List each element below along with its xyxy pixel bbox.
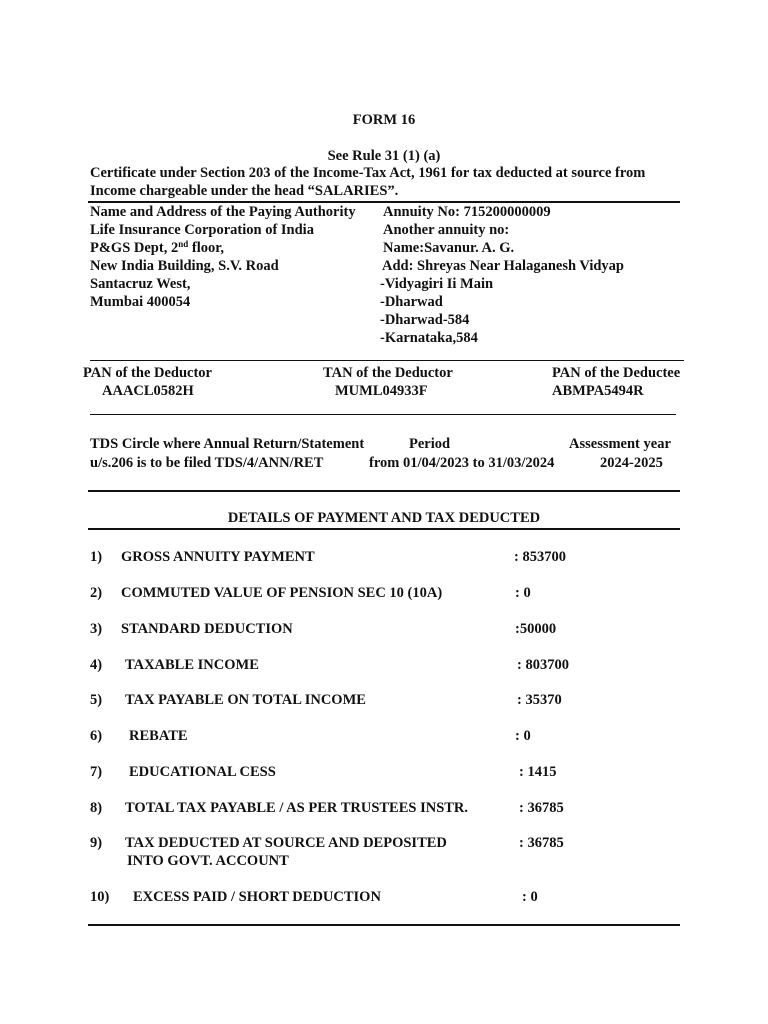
tan-deductor-label: TAN of the Deductor xyxy=(323,365,453,381)
pan-deductor-label: PAN of the Deductor xyxy=(83,365,212,381)
tds-circle-line-2: u/s.206 is to be filed TDS/4/ANN/RET xyxy=(90,455,324,471)
item-value: : 0 xyxy=(522,889,538,905)
item-value: :50000 xyxy=(515,621,557,637)
item-label: EXCESS PAID / SHORT DEDUCTION xyxy=(133,889,381,905)
details-top-divider xyxy=(88,490,680,492)
annuitant-address-4: -Dharwad-584 xyxy=(380,312,470,328)
certificate-line-2: Income chargeable under the head “SALARIES”. xyxy=(90,183,399,199)
payer-area: Santacruz West, xyxy=(90,276,191,292)
payer-dept xyxy=(90,240,224,257)
item-value: : 0 xyxy=(515,585,531,601)
item-number: 4) xyxy=(90,657,103,673)
payer-name: Life Insurance Corporation of India xyxy=(90,222,314,238)
pan-deductee-label: PAN of the Deductee xyxy=(552,365,681,381)
payer-heading: Name and Address of the Paying Authority xyxy=(90,204,356,220)
certificate-line-1: Certificate under Section 203 of the Income-Tax Act, 1961 for tax deducted at source from xyxy=(90,165,646,181)
item-label: TOTAL TAX PAYABLE / AS PER TRUSTEES INSTR. xyxy=(125,800,469,816)
item-number: 1) xyxy=(90,549,103,565)
tan-deductor-value: MUML04933F xyxy=(335,383,428,399)
item-number: 2) xyxy=(90,585,103,601)
item-value: : 36785 xyxy=(519,800,564,816)
item-label: TAX DEDUCTED AT SOURCE AND DEPOSITED xyxy=(125,835,447,851)
another-annuity: Another annuity no: xyxy=(383,222,510,238)
item-value: : 853700 xyxy=(514,549,566,565)
item-label: EDUCATIONAL CESS xyxy=(129,764,276,780)
item-number: 9) xyxy=(90,835,103,851)
item-label: STANDARD DEDUCTION xyxy=(121,621,293,637)
payer-dept-prefix: P&GS Dept, 2 xyxy=(90,240,179,256)
item-value: : 1415 xyxy=(519,764,557,780)
ids-bottom-divider xyxy=(90,414,676,415)
pan-deductor-value: AAACL0582H xyxy=(102,383,194,399)
item-number: 7) xyxy=(90,764,103,780)
tds-circle-line-1: TDS Circle where Annual Return/Statement xyxy=(90,436,365,452)
item-number: 6) xyxy=(90,728,103,744)
rule-reference: See Rule 31 (1) (a) xyxy=(327,148,441,164)
payer-dept-superscript: nd xyxy=(178,239,189,249)
payer-dept-suffix: floor, xyxy=(188,240,224,256)
assessment-year-value: 2024-2025 xyxy=(600,455,663,471)
details-bottom-divider xyxy=(88,924,680,926)
item-number: 3) xyxy=(90,621,103,637)
item-label-continued: INTO GOVT. ACCOUNT xyxy=(127,853,289,869)
payer-building: New India Building, S.V. Road xyxy=(90,258,279,274)
pan-deductee-value: ABMPA5494R xyxy=(552,383,644,399)
item-number: 10) xyxy=(90,889,110,905)
item-label: COMMUTED VALUE OF PENSION SEC 10 (10A) xyxy=(121,585,443,601)
period-label: Period xyxy=(409,436,451,452)
period-value: from 01/04/2023 to 31/03/2024 xyxy=(369,455,555,471)
item-number: 8) xyxy=(90,800,103,816)
item-value: : 36785 xyxy=(519,835,564,851)
item-number: 5) xyxy=(90,692,103,708)
item-label: GROSS ANNUITY PAYMENT xyxy=(121,549,315,565)
header-divider xyxy=(88,201,680,203)
item-label: TAXABLE INCOME xyxy=(125,657,259,673)
ids-top-divider xyxy=(90,360,684,361)
item-label: TAX PAYABLE ON TOTAL INCOME xyxy=(125,692,366,708)
annuity-number: Annuity No: 715200000009 xyxy=(383,204,551,220)
assessment-year-label: Assessment year xyxy=(569,436,671,452)
item-value: : 0 xyxy=(515,728,531,744)
annuitant-address-1: Add: Shreyas Near Halaganesh Vidyap xyxy=(382,258,624,274)
annuitant-address-2: -Vidyagiri Ii Main xyxy=(380,276,494,292)
item-value: : 803700 xyxy=(517,657,569,673)
item-value: : 35370 xyxy=(517,692,562,708)
annuitant-name: Name:Savanur. A. G. xyxy=(383,240,515,256)
annuitant-address-5: -Karnataka,584 xyxy=(380,330,478,346)
details-heading: DETAILS OF PAYMENT AND TAX DEDUCTED xyxy=(227,510,541,526)
annuitant-address-3: -Dharwad xyxy=(380,294,443,310)
item-label: REBATE xyxy=(129,728,188,744)
payer-city: Mumbai 400054 xyxy=(90,294,191,310)
details-heading-divider xyxy=(88,528,680,530)
form-title: FORM 16 xyxy=(352,112,416,128)
